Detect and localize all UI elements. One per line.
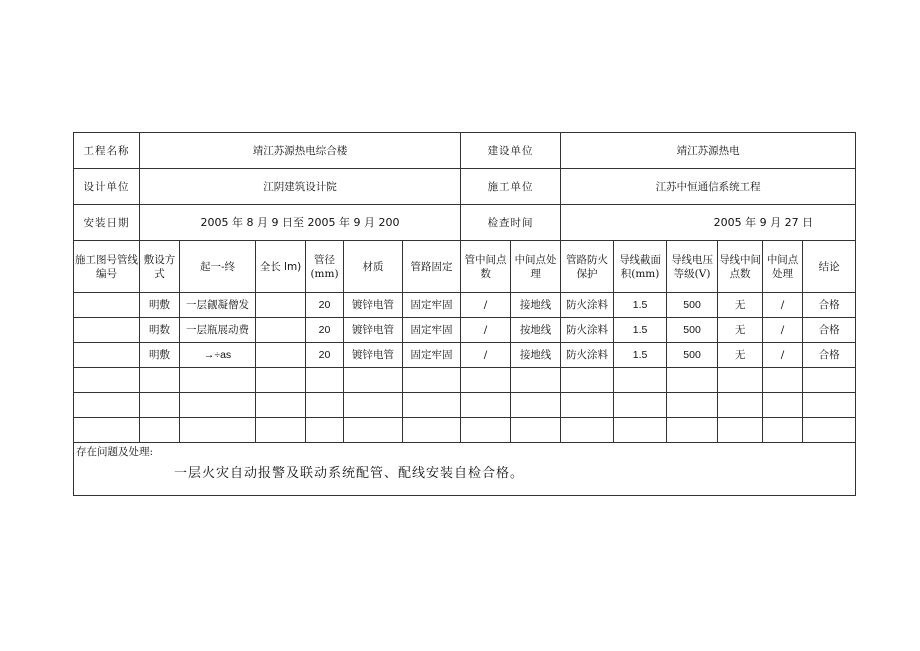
- contractor-label: 施工单位: [461, 169, 561, 205]
- empty-cell: [614, 418, 667, 443]
- empty-cell: [140, 418, 180, 443]
- date-row: [74, 205, 856, 241]
- project-row: [74, 133, 856, 169]
- project-name-label: 工程名称: [74, 133, 140, 169]
- issues-label: 存在问题及处理:: [76, 446, 154, 458]
- empty-cell: [667, 418, 718, 443]
- cell-length: [256, 293, 306, 318]
- cell-result: 合格: [803, 318, 856, 343]
- empty-cell: [461, 418, 511, 443]
- cell-mid-treatment: 接地线: [511, 343, 561, 368]
- cell-pipe-mid: /: [461, 318, 511, 343]
- cell-code: [74, 318, 140, 343]
- col-conclusion: 结论: [803, 241, 856, 293]
- empty-cell: [803, 418, 856, 443]
- empty-cell: [344, 393, 403, 418]
- table-row: [74, 343, 856, 368]
- empty-cell: [180, 393, 256, 418]
- empty-cell: [403, 368, 461, 393]
- inspection-table: [73, 132, 856, 496]
- cell-fixing: 固定牢固: [403, 343, 461, 368]
- empty-cell: [306, 393, 344, 418]
- empty-cell: [74, 418, 140, 443]
- col-fixing: 管路固定: [403, 241, 461, 293]
- cell-voltage: 500: [667, 318, 718, 343]
- empty-cell: [561, 393, 614, 418]
- empty-cell: [461, 393, 511, 418]
- empty-cell: [803, 393, 856, 418]
- col-from-to: 起一-终: [180, 241, 256, 293]
- empty-cell: [511, 393, 561, 418]
- cell-voltage: 500: [667, 343, 718, 368]
- empty-cell: [561, 368, 614, 393]
- cell-pipe-mid: /: [461, 293, 511, 318]
- table-row: [74, 293, 856, 318]
- cell-fixing: 固定牢固: [403, 293, 461, 318]
- cell-material: 镀锌电管: [344, 343, 403, 368]
- empty-cell: [256, 393, 306, 418]
- empty-cell: [306, 418, 344, 443]
- empty-cell: [763, 393, 803, 418]
- empty-cell: [803, 368, 856, 393]
- cell-section: 1.5: [614, 343, 667, 368]
- col-wire-section: 导线截面积(mm): [614, 241, 667, 293]
- cell-diameter: 20: [306, 343, 344, 368]
- designer-row: [74, 169, 856, 205]
- cell-length: [256, 318, 306, 343]
- cell-fire: 防火涂料: [561, 318, 614, 343]
- empty-cell: [180, 368, 256, 393]
- install-date-value: 2005 年 8 月 9 日至 2005 年 9 月 200: [140, 205, 461, 241]
- empty-row: [74, 368, 856, 393]
- cell-diameter: 20: [306, 318, 344, 343]
- check-time-label: 检查时间: [461, 205, 561, 241]
- cell-pipe-mid: /: [461, 343, 511, 368]
- cell-voltage: 500: [667, 293, 718, 318]
- cell-mid-treatment: 接地线: [511, 293, 561, 318]
- empty-cell: [614, 393, 667, 418]
- empty-cell: [461, 368, 511, 393]
- cell-code: [74, 343, 140, 368]
- cell-fixing: 固定牢固: [403, 318, 461, 343]
- builder-value: 靖江苏源热电: [561, 133, 856, 169]
- cell-wire-mid: 无: [718, 343, 763, 368]
- cell-method: 明敷: [140, 343, 180, 368]
- empty-cell: [667, 368, 718, 393]
- cell-mid-treatment: 按地线: [511, 318, 561, 343]
- cell-from-to: 一层瓶展动费: [180, 318, 256, 343]
- inspection-form: [73, 132, 855, 496]
- builder-label: 建设单位: [461, 133, 561, 169]
- col-material: 材质: [344, 241, 403, 293]
- cell-diameter: 20: [306, 293, 344, 318]
- empty-cell: [763, 418, 803, 443]
- empty-cell: [763, 368, 803, 393]
- empty-row: [74, 393, 856, 418]
- empty-cell: [74, 393, 140, 418]
- empty-cell: [180, 418, 256, 443]
- install-date-label: 安装日期: [74, 205, 140, 241]
- empty-cell: [718, 368, 763, 393]
- cell-wire-mid-treatment: /: [763, 343, 803, 368]
- cell-code: [74, 293, 140, 318]
- empty-cell: [511, 418, 561, 443]
- cell-wire-mid: 无: [718, 318, 763, 343]
- issues-row: [74, 443, 856, 496]
- empty-row: [74, 418, 856, 443]
- cell-section: 1.5: [614, 293, 667, 318]
- issues-text: 一层火灾自动报警及联动系统配管、配线安装自检合格。: [174, 466, 525, 481]
- empty-cell: [718, 393, 763, 418]
- cell-from-to: 一层觎凝僧发: [180, 293, 256, 318]
- cell-wire-mid: 无: [718, 293, 763, 318]
- empty-cell: [561, 418, 614, 443]
- empty-cell: [140, 393, 180, 418]
- empty-cell: [511, 368, 561, 393]
- cell-method: 明数: [140, 318, 180, 343]
- cell-wire-mid-treatment: /: [763, 318, 803, 343]
- col-pipeline-code: 施工图号管线编号: [74, 241, 140, 293]
- project-name-value: 靖江苏源热电综合楼: [140, 133, 461, 169]
- cell-section: 1.5: [614, 318, 667, 343]
- empty-cell: [344, 418, 403, 443]
- empty-cell: [306, 368, 344, 393]
- col-pipe-mid-points: 管中间点数: [461, 241, 511, 293]
- empty-cell: [74, 368, 140, 393]
- cell-from-to: →÷as: [180, 343, 256, 368]
- designer-label: 设计单位: [74, 169, 140, 205]
- cell-wire-mid-treatment: /: [763, 293, 803, 318]
- col-mid-treatment: 中间点处理: [511, 241, 561, 293]
- empty-cell: [140, 368, 180, 393]
- col-wire-mid-treatment: 中间点处理: [763, 241, 803, 293]
- issues-cell: [74, 443, 856, 496]
- col-voltage-grade: 导线电压等级(V): [667, 241, 718, 293]
- empty-cell: [403, 418, 461, 443]
- empty-cell: [403, 393, 461, 418]
- cell-result: 合格: [803, 293, 856, 318]
- empty-cell: [614, 368, 667, 393]
- empty-cell: [256, 418, 306, 443]
- check-time-value: 2005 年 9 月 27 日: [561, 205, 856, 241]
- designer-value: 江阴建筑设计院: [140, 169, 461, 205]
- empty-cell: [256, 368, 306, 393]
- empty-cell: [718, 418, 763, 443]
- contractor-value: 江苏中恒通信系统工程: [561, 169, 856, 205]
- empty-cell: [667, 393, 718, 418]
- cell-fire: 防火涂料: [561, 343, 614, 368]
- cell-material: 镀锌电管: [344, 293, 403, 318]
- column-header-row: [74, 241, 856, 293]
- cell-fire: 防火涂料: [561, 293, 614, 318]
- cell-method: 明敷: [140, 293, 180, 318]
- col-laying-method: 敷设方式: [140, 241, 180, 293]
- col-diameter: 管径(mm): [306, 241, 344, 293]
- cell-length: [256, 343, 306, 368]
- cell-material: 镀锌电管: [344, 318, 403, 343]
- col-wire-mid-points: 导线中间点数: [718, 241, 763, 293]
- col-fire-protection: 管路防火保护: [561, 241, 614, 293]
- col-length: 全长 lm): [256, 241, 306, 293]
- empty-cell: [344, 368, 403, 393]
- cell-result: 合格: [803, 343, 856, 368]
- table-row: [74, 318, 856, 343]
